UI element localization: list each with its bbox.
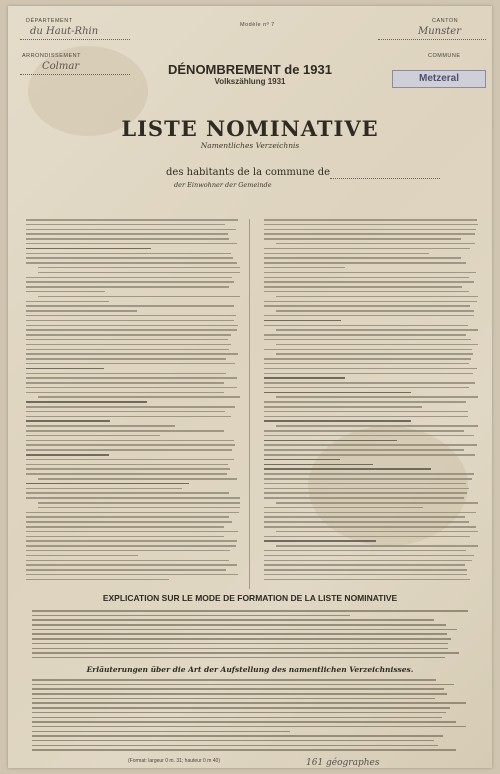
fine-print-line bbox=[32, 721, 456, 723]
fine-print-line bbox=[264, 497, 464, 499]
fine-print-line bbox=[276, 353, 473, 355]
fine-print-line bbox=[32, 652, 459, 654]
fine-print-line bbox=[26, 233, 228, 235]
fine-print-line bbox=[32, 638, 451, 640]
fine-print-line bbox=[26, 526, 224, 528]
modele-number: Modèle nº 7 bbox=[240, 22, 275, 28]
fine-print-line bbox=[26, 449, 232, 451]
fine-print-line bbox=[38, 507, 240, 509]
fine-print-line bbox=[264, 233, 475, 235]
fine-print-line bbox=[26, 224, 225, 226]
census-title-german: Volkszählung 1931 bbox=[214, 77, 286, 86]
fine-print-line bbox=[26, 435, 160, 437]
fine-print-line bbox=[264, 286, 462, 288]
instructions-column-german bbox=[264, 219, 478, 589]
fine-print-line bbox=[26, 464, 228, 466]
fine-print-line bbox=[26, 473, 227, 475]
fine-print-line bbox=[264, 521, 469, 523]
fine-print-line bbox=[264, 315, 474, 317]
fine-print-line bbox=[264, 257, 461, 259]
fine-print-line bbox=[276, 531, 478, 533]
fine-print-line bbox=[264, 248, 470, 250]
fine-print-line bbox=[26, 363, 235, 365]
fine-print-line bbox=[264, 540, 376, 542]
fine-print-line bbox=[26, 387, 237, 389]
fine-print-line bbox=[26, 281, 234, 283]
fine-print-line bbox=[264, 281, 474, 283]
fine-print-line bbox=[264, 507, 423, 509]
fine-print-line bbox=[26, 516, 229, 518]
fine-print-line bbox=[26, 521, 232, 523]
fine-print-line bbox=[264, 229, 476, 231]
departement-rule bbox=[20, 39, 130, 40]
fine-print-line bbox=[26, 344, 231, 346]
census-form-page bbox=[8, 6, 492, 768]
fine-print-line bbox=[264, 305, 470, 307]
fine-print-line bbox=[26, 425, 175, 427]
fine-print-line bbox=[26, 310, 137, 312]
fine-print-line bbox=[264, 262, 466, 264]
fine-print-line bbox=[26, 243, 237, 245]
fine-print-line bbox=[26, 411, 225, 413]
fine-print-line bbox=[264, 272, 476, 274]
fine-print-line bbox=[264, 440, 397, 442]
fine-print-line bbox=[26, 468, 230, 470]
fine-print-line bbox=[32, 624, 446, 626]
commune-name-rule bbox=[330, 178, 440, 179]
fine-print-line bbox=[276, 344, 478, 346]
fine-print-line bbox=[32, 698, 435, 700]
fine-print-line bbox=[264, 468, 431, 470]
fine-print-line bbox=[26, 420, 110, 422]
fine-print-line bbox=[32, 657, 445, 659]
arrondissement-value: Colmar bbox=[42, 61, 80, 72]
fine-print-line bbox=[276, 545, 478, 547]
fine-print-line bbox=[26, 569, 226, 571]
fine-print-line bbox=[264, 454, 475, 456]
fine-print-line bbox=[264, 536, 470, 538]
fine-print-line bbox=[264, 406, 422, 408]
fine-print-line bbox=[26, 320, 234, 322]
fine-print-line bbox=[32, 633, 447, 635]
fine-print-line bbox=[264, 569, 467, 571]
fine-print-line bbox=[26, 560, 229, 562]
fine-print-line bbox=[26, 555, 138, 557]
fine-print-line bbox=[26, 315, 236, 317]
fine-print-line bbox=[264, 560, 472, 562]
fine-print-line bbox=[32, 707, 450, 709]
fine-print-line bbox=[26, 219, 238, 221]
fine-print-line bbox=[32, 615, 350, 617]
fine-print-line bbox=[264, 512, 476, 514]
fine-print-line bbox=[26, 459, 234, 461]
fine-print-line bbox=[264, 574, 467, 576]
fine-print-line bbox=[276, 310, 474, 312]
fine-print-line bbox=[264, 516, 465, 518]
canton-label: CANTON bbox=[432, 18, 459, 24]
fine-print-line bbox=[264, 349, 472, 351]
liste-nominative-title: LISTE NOMINATIVE bbox=[121, 116, 379, 141]
fine-print-line bbox=[264, 358, 471, 360]
fine-print-line bbox=[264, 435, 474, 437]
fine-print-line bbox=[264, 238, 461, 240]
fine-print-line bbox=[32, 702, 466, 704]
fine-print-line bbox=[32, 648, 448, 650]
fine-print-line bbox=[264, 411, 468, 413]
fine-print-line bbox=[26, 238, 229, 240]
fine-print-line bbox=[38, 502, 240, 504]
fine-print-line bbox=[26, 444, 235, 446]
fine-print-line bbox=[264, 550, 466, 552]
fine-print-line bbox=[32, 688, 444, 690]
fine-print-line bbox=[26, 368, 104, 370]
fine-print-line bbox=[26, 325, 238, 327]
fine-print-line bbox=[264, 416, 468, 418]
erlaeuterungen-title: Erläuterungen über die Art der Aufstellung des namentlichen Verzeichnisses. bbox=[86, 665, 414, 674]
fine-print-line bbox=[26, 483, 189, 485]
fine-print-line bbox=[264, 387, 469, 389]
fine-print-line bbox=[264, 301, 477, 303]
fine-print-line bbox=[264, 492, 467, 494]
fine-print-line bbox=[26, 339, 228, 341]
fine-print-line bbox=[32, 619, 434, 621]
fine-print-line bbox=[26, 291, 105, 293]
fine-print-line bbox=[264, 382, 475, 384]
fine-print-line bbox=[38, 272, 240, 274]
fine-print-line bbox=[264, 401, 466, 403]
departement-value: du Haut-Rhin bbox=[30, 26, 99, 37]
commune-stamp: Metzeral bbox=[392, 70, 486, 88]
explication-text-french bbox=[32, 610, 468, 662]
instructions-column-french bbox=[26, 219, 240, 589]
habitants-line: des habitants de la commune de bbox=[166, 167, 331, 178]
fine-print-line bbox=[32, 735, 443, 737]
fine-print-line bbox=[26, 550, 230, 552]
commune-label: COMMUNE bbox=[428, 53, 461, 59]
fine-print-line bbox=[264, 459, 340, 461]
fine-print-line bbox=[26, 382, 224, 384]
fine-print-line bbox=[38, 396, 240, 398]
fine-print-line bbox=[32, 749, 456, 751]
liste-nominative-subtitle: Namentliches Verzeichnis bbox=[200, 141, 300, 150]
fine-print-line bbox=[264, 334, 466, 336]
fine-print-line bbox=[264, 373, 473, 375]
fine-print-line bbox=[264, 464, 373, 466]
arrondissement-label: ARRONDISSEMENT bbox=[22, 53, 81, 59]
fine-print-line bbox=[264, 377, 345, 379]
handwritten-signature: 161 géographes bbox=[306, 758, 380, 768]
fine-print-line bbox=[26, 248, 151, 250]
fine-print-line bbox=[26, 512, 239, 514]
fine-print-line bbox=[26, 377, 237, 379]
fine-print-line bbox=[26, 531, 238, 533]
fine-print-line bbox=[26, 257, 233, 259]
fine-print-line bbox=[32, 693, 447, 695]
fine-print-line bbox=[276, 243, 475, 245]
column-divider bbox=[249, 219, 250, 589]
fine-print-line bbox=[26, 353, 238, 355]
fine-print-line bbox=[26, 536, 224, 538]
explication-title: EXPLICATION SUR LE MODE DE FORMATION DE LA LISTE NOMINATIVE bbox=[102, 593, 398, 603]
fine-print-line bbox=[26, 497, 240, 499]
fine-print-line bbox=[32, 726, 466, 728]
fine-print-line bbox=[32, 684, 454, 686]
fine-print-line bbox=[26, 349, 229, 351]
fine-print-line bbox=[26, 286, 229, 288]
departement-label: DÉPARTEMENT bbox=[26, 18, 73, 24]
fine-print-line bbox=[26, 301, 109, 303]
fine-print-line bbox=[264, 291, 469, 293]
fine-print-line bbox=[32, 610, 468, 612]
print-format-note: (Format: largeur 0 m. 31; hauteur 0 m 40) bbox=[128, 758, 220, 764]
fine-print-line bbox=[264, 219, 477, 221]
fine-print-line bbox=[264, 253, 429, 255]
fine-print-line bbox=[276, 329, 478, 331]
fine-print-line bbox=[26, 305, 234, 307]
fine-print-line bbox=[264, 444, 477, 446]
fine-print-line bbox=[26, 579, 169, 581]
fine-print-line bbox=[26, 401, 147, 403]
fine-print-line bbox=[26, 454, 109, 456]
fine-print-line bbox=[26, 392, 224, 394]
fine-print-line bbox=[264, 224, 478, 226]
erlaeuterungen-text-german bbox=[32, 679, 468, 755]
fine-print-line bbox=[264, 392, 411, 394]
fine-print-line bbox=[276, 296, 478, 298]
fine-print-line bbox=[38, 478, 237, 480]
fine-print-line bbox=[264, 368, 477, 370]
fine-print-line bbox=[26, 564, 237, 566]
fine-print-line bbox=[32, 731, 290, 733]
fine-print-line bbox=[26, 329, 237, 331]
fine-print-line bbox=[32, 740, 434, 742]
canton-rule bbox=[378, 39, 486, 40]
fine-print-line bbox=[32, 643, 448, 645]
fine-print-line bbox=[264, 320, 341, 322]
fine-print-line bbox=[26, 373, 226, 375]
fine-print-line bbox=[26, 440, 234, 442]
fine-print-line bbox=[276, 425, 478, 427]
fine-print-line bbox=[32, 717, 442, 719]
fine-print-line bbox=[26, 488, 182, 490]
fine-print-line bbox=[26, 253, 231, 255]
fine-print-line bbox=[264, 483, 466, 485]
fine-print-line bbox=[264, 325, 468, 327]
fine-print-line bbox=[26, 262, 237, 264]
fine-print-line bbox=[26, 416, 231, 418]
fine-print-line bbox=[264, 420, 411, 422]
fine-print-line bbox=[26, 406, 235, 408]
fine-print-line bbox=[264, 555, 474, 557]
fine-print-line bbox=[32, 679, 436, 681]
fine-print-line bbox=[264, 449, 464, 451]
fine-print-line bbox=[38, 267, 240, 269]
fine-print-line bbox=[264, 277, 469, 279]
fine-print-line bbox=[264, 488, 469, 490]
fine-print-line bbox=[26, 229, 236, 231]
fine-print-line bbox=[264, 478, 472, 480]
fine-print-line bbox=[26, 277, 232, 279]
fine-print-line bbox=[264, 430, 464, 432]
fine-print-line bbox=[264, 473, 474, 475]
fine-print-line bbox=[264, 526, 476, 528]
fine-print-line bbox=[26, 574, 238, 576]
fine-print-line bbox=[264, 267, 345, 269]
fine-print-line bbox=[32, 629, 457, 631]
fine-print-line bbox=[26, 540, 237, 542]
fine-print-line bbox=[264, 579, 470, 581]
fine-print-line bbox=[26, 430, 224, 432]
fine-print-line bbox=[264, 363, 469, 365]
fine-print-line bbox=[276, 396, 478, 398]
fine-print-line bbox=[264, 339, 471, 341]
canton-value: Munster bbox=[418, 26, 461, 37]
habitants-line-german: der Einwohner der Gemeinde bbox=[174, 181, 272, 189]
fine-print-line bbox=[38, 296, 240, 298]
fine-print-line bbox=[264, 564, 465, 566]
fine-print-line bbox=[26, 545, 236, 547]
fine-print-line bbox=[26, 358, 226, 360]
fine-print-line bbox=[276, 502, 478, 504]
fine-print-line bbox=[32, 712, 446, 714]
fine-print-line bbox=[26, 334, 231, 336]
fine-print-line bbox=[26, 492, 229, 494]
fine-print-line bbox=[32, 745, 438, 747]
census-title: DÉNOMBREMENT de 1931 bbox=[168, 62, 332, 77]
